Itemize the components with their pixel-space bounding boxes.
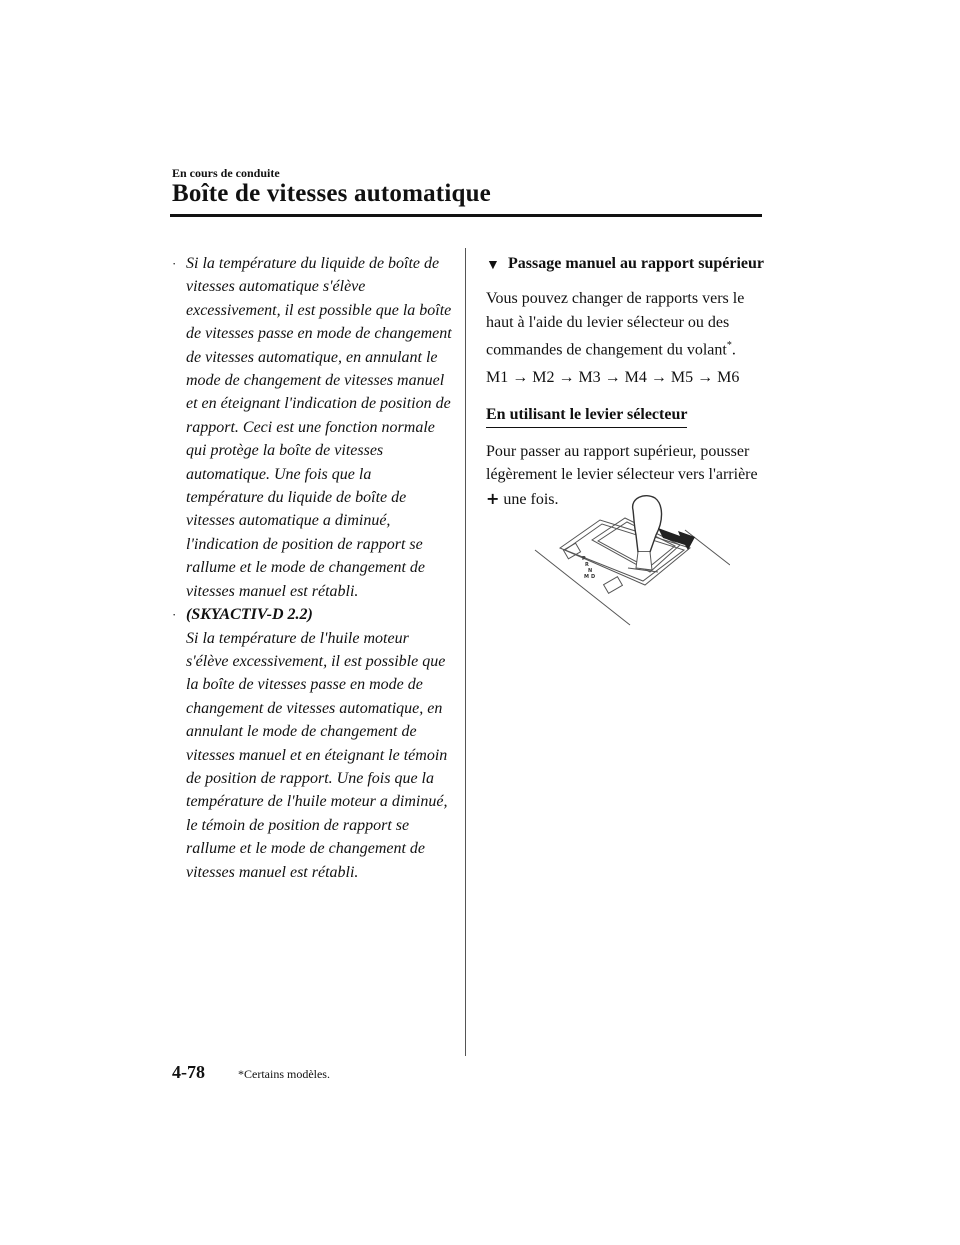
footnote-mark: *	[726, 340, 732, 352]
intro-text: Vous pouvez changer de rapports vers le haut à l'aide du levier sélecteur ou des commandes de changement du volant	[486, 290, 745, 359]
intro-paragraph: Vous pouvez changer de rapports vers le haut à l'aide du levier sélecteur ou des commandes de changement du volant*.	[486, 290, 745, 359]
bullet-text: Si la température de l'huile moteur s'élève excessivement, il est possible que la boîte de vitesses passe en mode de changement de vitesses automatique, en annulant le mode de changement de vitesses manuel et en éteignant le témoin de position de rapport. Une fois que la température de l'huile moteur a diminué, le témoin de position de rapport se rallume et le mode de changement de vitesses manuel est rétabli.	[186, 629, 448, 881]
bullet-text: Si la température du liquide de boîte de vitesses automatique s'élève excessivement, il est possible que la boîte de vitesses passe en mode de changement de vitesses automatique, en annulant le mode de changement de vitesses manuel et en éteignant l'indication de position de rapport. Ceci est une fonction normale qui protège la boîte de vitesses automatique. Une fois que la température du liquide de boîte de vitesses automatique a diminué, l'indication de position de rapport se rallume et le mode de changement de vitesses manuel est rétabli.	[186, 255, 452, 600]
gear-label: D	[591, 574, 596, 580]
gear-label: N	[588, 568, 593, 574]
right-column	[486, 252, 766, 511]
footnote: *Certains modèles.	[238, 1067, 330, 1081]
gear-label: M	[584, 574, 589, 580]
bullet-dot-icon: ·	[172, 256, 177, 271]
gear-lever-illustration	[530, 490, 730, 635]
section-heading	[486, 252, 766, 275]
instruction-end: une fois.	[503, 490, 559, 508]
plus-icon: +	[486, 488, 500, 508]
column-divider	[465, 248, 466, 1056]
subheading: En utilisant le levier sélecteur	[486, 403, 687, 427]
bullet-dot-icon: ·	[172, 607, 177, 623]
left-column	[172, 252, 452, 884]
bullet-item	[172, 603, 452, 884]
gear-label: P	[582, 556, 586, 562]
title-divider	[170, 214, 762, 217]
page-title: Boîte de vitesses automatique	[172, 180, 491, 207]
section-heading-text: Passage manuel au rapport supérieur	[508, 255, 764, 272]
instruction-text: Pour passer au rapport supérieur, pousser légèrement le levier sélecteur vers l'arrière	[486, 442, 758, 484]
gear-sequence: M1 → M2 → M3 → M4 → M5 → M6	[486, 368, 740, 386]
bullet-item	[172, 252, 452, 603]
gear-label: R	[585, 562, 589, 568]
triangle-down-icon: ▼	[486, 258, 500, 273]
page-number: 4-78	[172, 1062, 205, 1082]
section-label: En cours de conduite	[172, 166, 280, 180]
bullet-heading: (SKYACTIV-D 2.2)	[186, 606, 313, 624]
